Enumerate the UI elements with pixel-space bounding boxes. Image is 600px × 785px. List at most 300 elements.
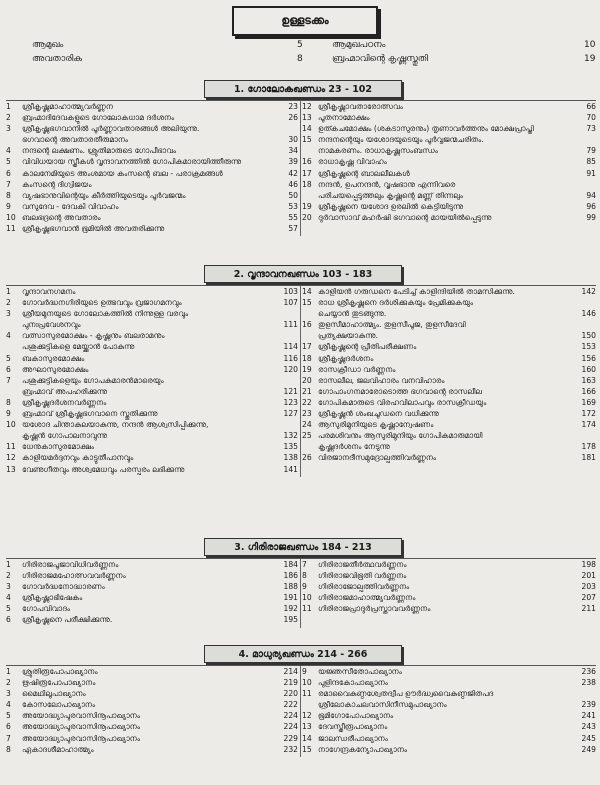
right-column (302, 101, 596, 223)
toc-entry (302, 341, 596, 352)
entry-title: വത്സാസുരമോക്ഷം - കൃഷ്ണനും ബലരാമനും (22, 331, 165, 341)
entry-title: നാഗേന്ദ്രകന്യോപാഖ്യാനം (318, 744, 408, 754)
entry-number: 7 (302, 560, 307, 569)
toc-entry (6, 364, 298, 375)
entry-number: 2 (6, 571, 11, 581)
entry-number: 8 (6, 397, 11, 407)
entry-number: 8 (6, 744, 11, 754)
entry-number: 17 (302, 168, 312, 178)
entry-title: തുളസീമാഹാത്മ്യം. തുളസീപൂജ, തുളസീദേവി (318, 320, 466, 330)
entry-title: രാധ ശ്രീകൃഷ്ണനെ ദർശിക്കുകയും പ്രേമിക്കുകയും (318, 298, 474, 308)
entry-page: 30 (288, 135, 298, 145)
right-column (302, 666, 596, 755)
entry-page (574, 297, 596, 308)
toc-entry (302, 688, 596, 699)
entry-number: 15 (302, 744, 312, 754)
intro-left-page: 8 (297, 54, 303, 64)
entry-title: ഏകാദശീമാഹാത്മ്യം (22, 744, 94, 754)
toc-entry (6, 666, 298, 677)
toc-entry (302, 452, 596, 463)
toc-entry (6, 145, 298, 156)
entry-page (574, 179, 596, 190)
left-column (6, 101, 298, 234)
toc-entry (6, 123, 298, 134)
entry-number: 3 (6, 582, 11, 592)
toc-entry (6, 733, 298, 744)
toc-entry (302, 308, 596, 319)
entry-number (6, 430, 22, 441)
entry-number: 2 (6, 298, 11, 308)
entry-title: നാമകരണം. രാധാകൃഷ്ണസംബന്ധം (318, 146, 438, 156)
entry-page: 42 (288, 168, 298, 178)
entry-page: 135 (283, 442, 298, 452)
entry-title: വേണുഗീതവും അശ്വമേധവും പരസ്പരം ലഭിക്കുന്നു (22, 464, 185, 474)
entry-page: 222 (283, 700, 298, 710)
entry-page: 132 (283, 431, 298, 441)
entry-page: 191 (283, 593, 298, 603)
section-body (6, 100, 596, 236)
toc-entry (6, 464, 298, 475)
entry-title: വൃന്ദാവനഗമനം (22, 287, 76, 296)
section-body (6, 285, 596, 477)
entry-number: 10 (6, 420, 16, 430)
entry-title: ആസുരിമുനിയുടെ കൃഷ്ണാന്വേഷണം (318, 420, 434, 430)
entry-title: ശ്രീകൃഷ്ണദർശനം (318, 353, 374, 363)
entry-number: 25 (302, 431, 312, 441)
entry-number: 23 (302, 409, 312, 419)
entry-title: ധേനുകാസുരമോക്ഷം (22, 442, 95, 452)
entry-number: 19 (302, 201, 312, 211)
entry-number: 20 (302, 212, 312, 222)
toc-entry (6, 419, 298, 430)
toc-entry (302, 212, 596, 223)
toc-entry (302, 559, 596, 570)
entry-page (276, 330, 298, 341)
entry-page: 53 (288, 201, 298, 211)
entry-number: 16 (302, 157, 312, 167)
toc-entry (6, 592, 298, 603)
entry-title: പുളിന്ദകോപാഖ്യാനം (318, 678, 388, 688)
entry-number: 8 (6, 190, 11, 200)
section-heading: 2. വൃന്ദാവനഖണ്ഡം 103 - 183 (204, 265, 402, 283)
entry-page: 116 (283, 353, 298, 363)
entry-number: 10 (302, 593, 312, 603)
entry-number: 6 (6, 364, 11, 374)
toc-entry (302, 330, 596, 341)
column-divider (300, 286, 301, 477)
entry-number: 7 (6, 375, 11, 385)
entry-title: ശ്രീകൃഷ്ണനെ പരീക്ഷിക്കുന്നു. (22, 615, 113, 625)
entry-number: 4 (6, 593, 11, 603)
toc-entry (6, 721, 298, 732)
entry-page (574, 430, 596, 441)
entry-number (302, 145, 318, 156)
entry-title: ശ്രീകൃഷ്ണദർശനവർണ്ണനം (22, 397, 107, 407)
entry-title: ഗിരിരാജതീർത്ഥവർണ്ണനം (318, 560, 407, 569)
entry-title: പൂതനാമോക്ഷം (318, 113, 370, 123)
toc-entry (6, 408, 298, 419)
toc-entry (302, 733, 596, 744)
entry-number (6, 386, 22, 397)
entry-number (6, 341, 22, 352)
entry-title: കംസന്റെ ദിഗ്വിജയം (22, 179, 92, 189)
entry-title: ബ്രഹ്മാദിദേവകളുടെ ഗോലോകധാമ ദർശനം (22, 113, 175, 123)
intro-row (14, 54, 594, 68)
entry-number: 9 (6, 201, 11, 211)
entry-title: നന്ദൻ, ഉപനന്ദൻ, വൃഷഭാനു എന്നിവരെ (318, 179, 456, 189)
entry-number: 12 (302, 711, 312, 721)
entry-title: ശ്രീയമുനയുടെ ഗോലോകത്തിൽ നിന്നുള്ള വരവും (22, 309, 189, 319)
entry-title: വിവിധയായ സ്ത്രീകൾ വൃന്ദാവനത്തിൽ ഗോപികമാരായിത്തീരുന്നു (22, 157, 242, 167)
entry-page: 114 (283, 342, 298, 352)
entry-title: കൃഷ്ണദർശനം നേടുന്നു (318, 442, 390, 452)
entry-page: 219 (283, 678, 298, 688)
entry-page: 121 (283, 386, 298, 396)
entry-title: കാളിയമർദ്ദനവും കാട്ടുതീപാനവും (22, 453, 134, 463)
entry-title: കോസലോപാഖ്യാനം (22, 700, 96, 710)
toc-entry (6, 168, 298, 179)
entry-title: രമാവൈകുണ്ഠശ്വേതദ്വീപ ഊർദ്ധ്വവൈകുണ്ഠജിതപദ (318, 689, 494, 699)
entry-number: 9 (6, 409, 11, 419)
entry-title: രാസക്രീഡാ വർണ്ണനം (318, 364, 396, 374)
toc-entry (302, 419, 596, 430)
entry-number: 19 (302, 364, 312, 374)
entry-number: 2 (6, 678, 11, 688)
entry-number (302, 441, 318, 452)
entry-number: 1 (6, 667, 11, 676)
entry-title: ഋഷിരൂപോപാഖ്യാനം (22, 678, 96, 688)
toc-entry (302, 123, 596, 134)
toc-entry (302, 297, 596, 308)
toc-entry (6, 134, 298, 145)
toc-entry (6, 710, 298, 721)
entry-number: 9 (302, 582, 307, 592)
entry-page: 243 (581, 722, 596, 732)
entry-title: ഗോവർദ്ധനഗിരിയുടെ ഉത്ഭവവും വ്രജാഗമനവും (22, 298, 182, 308)
entry-title: ഗിരിരാജപൂജാവിധിവർണ്ണനം (22, 560, 119, 569)
entry-page: 249 (581, 744, 596, 754)
toc-entry (302, 190, 596, 201)
entry-number: 15 (302, 298, 312, 308)
entry-number: 11 (6, 224, 16, 234)
toc-entry (302, 112, 596, 123)
entry-title: ഗോപാംഗനമാരോടൊത്ത ഭഗവാന്റെ രാസലീല (318, 386, 482, 396)
entry-number: 4 (6, 700, 11, 710)
entry-title: പ്രത്യക്ഷയാകുന്നു. (318, 331, 379, 341)
entry-number: 7 (6, 733, 11, 743)
toc-entry (302, 570, 596, 581)
entry-page: 201 (581, 571, 596, 581)
entry-title: ഗിരിരാജമാഹാത്മ്യവർണ്ണനം (318, 593, 416, 603)
toc-entry (6, 319, 298, 330)
entry-page: 181 (581, 453, 596, 463)
entry-title: ശ്രീകൃഷ്ണാവതാരോത്സവം (318, 102, 403, 111)
entry-number: 14 (302, 733, 312, 743)
intro-left-title: ആമുഖം (32, 40, 64, 50)
entry-page (276, 375, 298, 386)
entry-title: ചെയ്യാൻ തുടങ്ങുന്നു. (318, 309, 387, 319)
entry-page: 178 (581, 442, 596, 452)
entry-page: 156 (581, 353, 596, 363)
entry-number: 12 (6, 453, 16, 463)
entry-number: 3 (6, 124, 11, 134)
entry-number: 4 (6, 146, 11, 156)
left-column (6, 559, 298, 626)
entry-page: 46 (288, 179, 298, 189)
entry-page: 186 (283, 571, 298, 581)
toc-entry (6, 570, 298, 581)
entry-page: 96 (586, 201, 596, 211)
entry-number: 21 (302, 386, 312, 396)
toc-entry (302, 666, 596, 677)
entry-title: അയോദ്ധ്യാപുരവാസിനൂപാഖ്യാനം (22, 722, 140, 732)
entry-title: ശ്രീകൃഷ്ണൻ ശംഖചൂഡനെ വധിക്കുന്നു (318, 409, 439, 419)
entry-page: 169 (581, 397, 596, 407)
entry-title: ദേവസ്ത്രീരൂപാഖ്യാനം (318, 722, 388, 732)
entry-number: 13 (6, 464, 16, 474)
entry-page: 146 (581, 309, 596, 319)
toc-entry (6, 614, 298, 625)
entry-title: ശ്രീകൃഷ്ണന്റെ പ്രീതിപരീക്ഷണം (318, 342, 417, 352)
entry-number: 6 (6, 722, 11, 732)
intro-right-page: 10 (584, 40, 596, 50)
entry-page: 79 (586, 146, 596, 156)
toc-entry (302, 386, 596, 397)
toc-entry (6, 308, 298, 319)
entry-title: ബ്രഹ്മാവ് ശ്രീകൃഷ്ണഭഗവാനെ സ്തുതിക്കുന്നു (22, 409, 158, 419)
entry-page (276, 123, 298, 134)
entry-page: 211 (581, 604, 596, 614)
entry-page: 188 (283, 582, 298, 592)
toc-entry (302, 592, 596, 603)
entry-number: 26 (302, 453, 312, 463)
entry-title: ഗിരിരാജവിഭൂതി വർണ്ണനം (318, 571, 407, 581)
entry-number: 1 (6, 287, 11, 296)
entry-number: 6 (6, 168, 11, 178)
entry-page (574, 134, 596, 145)
entry-number: 10 (6, 212, 16, 222)
entry-page: 55 (288, 212, 298, 222)
entry-page: 229 (283, 733, 298, 743)
entry-number (302, 190, 318, 201)
toc-entry (6, 286, 298, 297)
toc-entry (302, 364, 596, 375)
entry-title: പുനഃപ്രവേശനവും (22, 320, 81, 330)
toc-entry (302, 408, 596, 419)
entry-page: 50 (288, 190, 298, 200)
toc-entry (6, 452, 298, 463)
entry-page: 123 (283, 397, 298, 407)
entry-title: വ്യഷഭാനുവിന്റെയും കീർത്തിയുടെയും പൂർവജന്മം (22, 190, 186, 200)
entry-page: 203 (581, 582, 596, 592)
entry-title: ഉത്കചമോക്ഷം (ശകടാസുരനും) തൃണാവർത്തനും മോക്ഷപ്രാപ്തി (318, 124, 534, 134)
section-body (6, 558, 596, 628)
toc-entry (6, 603, 298, 614)
toc-entry (302, 710, 596, 721)
toc-entry (6, 386, 298, 397)
toc-entry (6, 212, 298, 223)
toc-entry (6, 156, 298, 167)
intro-left-page: 5 (297, 40, 303, 50)
entry-page: 163 (581, 375, 596, 385)
toc-entry (302, 156, 596, 167)
entry-title: ശ്രീകൃഷ്ണഭഗവാൻ ഭൂമിയിൽ അവതരിക്കുന്നു (22, 224, 165, 234)
entry-page (276, 419, 298, 430)
entry-number: 18 (302, 353, 312, 363)
toc-entry (302, 201, 596, 212)
left-column (6, 666, 298, 755)
toc-entry (302, 145, 596, 156)
entry-number: 12 (302, 102, 312, 111)
entry-page: 94 (586, 190, 596, 200)
entry-page: 166 (581, 386, 596, 396)
toc-entry (302, 603, 596, 614)
section-heading: 4. മാധുര്യഖണ്ഡം 214 - 266 (204, 645, 402, 663)
right-column (302, 559, 596, 614)
toc-entry (6, 699, 298, 710)
entry-title: അയോദ്ധ്യാപുരവാസിനൂപാഖ്യാനം (22, 733, 140, 743)
entry-page: 184 (283, 560, 298, 569)
entry-number: 13 (302, 722, 312, 732)
entry-page: 99 (586, 212, 596, 222)
entry-title: ഗിരിരാജോല്പത്തിവർണ്ണനം (318, 582, 410, 592)
column-divider (300, 666, 301, 757)
toc-entry (6, 397, 298, 408)
entry-page: 153 (581, 342, 596, 352)
entry-number: 6 (6, 615, 11, 625)
entry-page (276, 308, 298, 319)
toc-entry (302, 441, 596, 452)
entry-number (302, 308, 318, 319)
entry-page: 57 (288, 224, 298, 234)
column-divider (300, 101, 301, 236)
toc-entry (302, 397, 596, 408)
entry-page: 142 (581, 287, 596, 296)
entry-title: നന്ദനന്റെയും യശോദയുടെയും പൂർവ്വജന്മചരിതം. (318, 135, 484, 145)
entry-number: 18 (302, 179, 312, 189)
entry-number: 1 (6, 560, 11, 569)
column-divider (300, 559, 301, 628)
intro-left-title: അവതാരിക (32, 54, 82, 64)
entry-number: 13 (302, 113, 312, 123)
entry-title: വിരജാനദീസമുദ്രോല്പത്തിവർണ്ണനം (318, 453, 437, 463)
entry-title: കൃഷ്ണൻ ഗോപാലനാവുന്നു (22, 431, 108, 441)
entry-number (6, 134, 22, 145)
entry-page: 198 (581, 560, 596, 569)
entry-page: 224 (283, 711, 298, 721)
entry-page: 174 (581, 420, 596, 430)
toc-entry (6, 353, 298, 364)
toc-entry (302, 286, 596, 297)
entry-title: അയോദ്ധ്യാപുരവാസിനൂപാഖ്യാനം (22, 711, 140, 721)
entry-title: രാസലീല, ജലവിഹാരം വനവിഹാരം (318, 375, 445, 385)
entry-title: ദുർവാസാവ് മഹർഷി ഭഗവാന്റെ മായയിൽപ്പെടുന്നു (318, 212, 492, 222)
entry-page: 239 (581, 700, 596, 710)
entry-page: 232 (283, 744, 298, 754)
intro-right-page: 19 (584, 54, 596, 64)
entry-title: ജാലന്ധരീപാഖ്യാനം (318, 733, 388, 743)
toc-entry (6, 101, 298, 112)
entry-title: വസുദേവ - ദേവകി വിവാഹം (22, 201, 119, 211)
entry-number: 14 (302, 124, 312, 134)
entry-number: 3 (6, 309, 11, 319)
entry-page: 220 (283, 689, 298, 699)
entry-page: 224 (283, 722, 298, 732)
entry-page: 39 (288, 157, 298, 167)
entry-page: 245 (581, 733, 596, 743)
toc-entry (6, 375, 298, 386)
entry-number: 17 (302, 342, 312, 352)
entry-number: 9 (302, 667, 307, 676)
entry-page: 238 (581, 678, 596, 688)
entry-number: 11 (6, 442, 16, 452)
entry-page: 107 (283, 298, 298, 308)
entry-number: 15 (302, 135, 312, 145)
entry-title: അഘാസുരമോക്ഷം (22, 364, 89, 374)
toc-entry (6, 223, 298, 234)
toc-entry (6, 430, 298, 441)
entry-page: 172 (581, 409, 596, 419)
toc-entry (6, 341, 298, 352)
entry-page: 236 (581, 667, 596, 676)
entry-page: 103 (283, 287, 298, 296)
toc-entry (302, 375, 596, 386)
entry-number: 4 (6, 331, 11, 341)
entry-title: പശുക്കുട്ടികളെ മേയ്ക്കാൻ പോകുന്നു (22, 342, 135, 352)
entry-page: 160 (581, 364, 596, 374)
entry-number: 24 (302, 420, 312, 430)
toc-entry (302, 744, 596, 755)
entry-number: 5 (6, 604, 11, 614)
entry-number (302, 330, 318, 341)
toc-entry (6, 581, 298, 592)
intro-list (14, 40, 594, 70)
entry-title: ശ്രീകൃഷ്ണമാഹാത്മ്യവർണ്ണന (22, 102, 113, 111)
entry-title: കാളിയൻ ഗരുഡനെ പേടിച്ച് കാളിന്ദിയിൽ താമസിക്കുന്നു. (318, 287, 515, 296)
entry-title: പരിചയപ്പെടുത്തലും കൃഷ്ണന്റെ മണ്ണ് തിന്നലും (318, 190, 463, 200)
entry-page: 91 (586, 168, 596, 178)
entry-page: 192 (283, 604, 298, 614)
toc-entry (302, 699, 596, 710)
toc-entry (302, 430, 596, 441)
toc-entry (302, 677, 596, 688)
entry-title: പരമശിവനും ആസുരിമുനിയും ഗോപികമാരുമായി (318, 431, 483, 441)
entry-number: 3 (6, 689, 11, 699)
entry-page: 214 (283, 667, 298, 676)
entry-page: 66 (586, 102, 596, 111)
entry-title: കാലനേമിയുടെ അംശമായ കംസന്റെ ബല - പരാക്രമങ്ങൾ (22, 168, 223, 178)
entry-number: 1 (6, 102, 11, 111)
entry-page: 241 (581, 711, 596, 721)
toc-entry (302, 134, 596, 145)
entry-title: പശുക്കുട്ടികളെയും ഗോപകുമാരൻമാരെയും (22, 375, 164, 385)
toc-entry (302, 581, 596, 592)
entry-title: ഗിരിരാജപ്രാദുർപ്രസ്താവവർണ്ണനം (318, 604, 431, 614)
entry-page: 85 (586, 157, 596, 167)
entry-number: 10 (302, 678, 312, 688)
entry-number: 22 (302, 397, 312, 407)
entry-title: ഭൂമിഗോപോപാഖ്യാനം (318, 711, 394, 721)
toc-entry (302, 721, 596, 732)
toc-entry (6, 112, 298, 123)
entry-page: 111 (283, 320, 298, 330)
intro-row (14, 40, 594, 54)
entry-title: ഗോപികമാരുടെ വിരഹവിലാപവും രാസക്രീഡയും (318, 397, 487, 407)
entry-number (302, 699, 318, 710)
entry-page: 34 (288, 146, 298, 156)
toc-entry (6, 179, 298, 190)
entry-title: ശ്രുതിരൂപോപാഖ്യാനം (22, 667, 98, 676)
